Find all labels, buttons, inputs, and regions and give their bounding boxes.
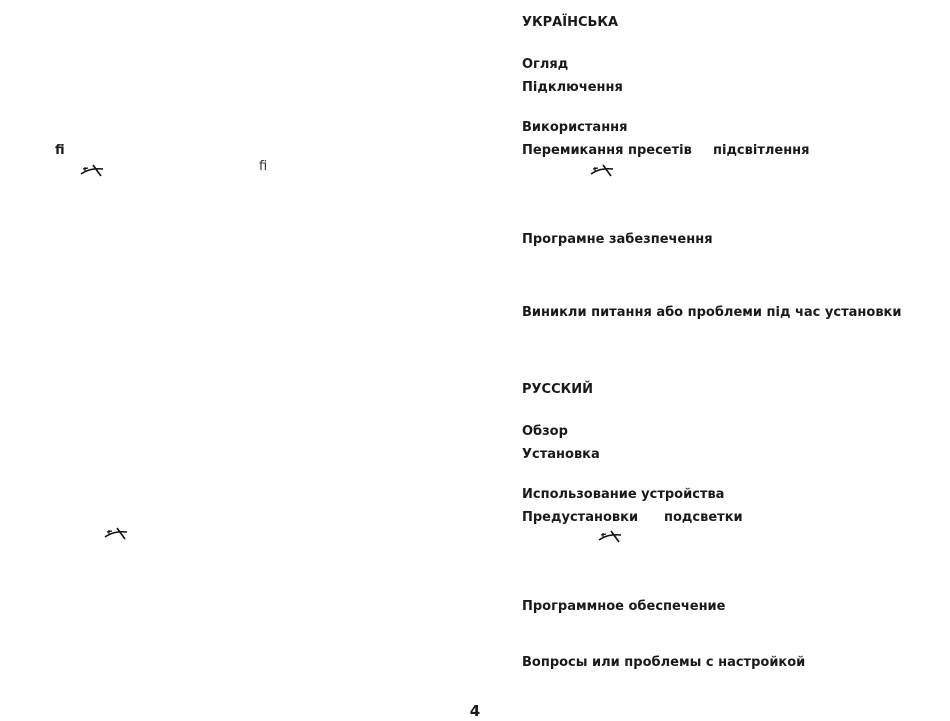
page-number: 4 <box>469 702 481 720</box>
heading-overview: Огляд <box>522 57 569 72</box>
heading-usage: Использование устройства <box>522 487 725 502</box>
heading-support: Вопросы или проблемы с настройкой <box>522 655 806 670</box>
section-heading-ukrainian: УКРАЇНСЬКА <box>522 15 619 30</box>
heading-software: Программное обеспечение <box>522 599 726 614</box>
heading-usage: Використання <box>522 120 628 135</box>
heading-presets-part-a: Перемикання пресетів <box>522 143 692 158</box>
hyperx-logo-icon <box>597 528 623 544</box>
heading-overview: Обзор <box>522 424 568 439</box>
heading-presets-part-b: підсвітлення <box>713 143 810 158</box>
section-heading-russian: РУССКИЙ <box>522 382 594 397</box>
ligature-fi-light: fi <box>259 159 268 174</box>
hyperx-logo-icon <box>103 525 129 541</box>
heading-presets-part-b: подсветки <box>664 510 743 525</box>
heading-software: Програмне забезпечення <box>522 232 713 247</box>
hyperx-logo-icon <box>589 162 615 178</box>
hyperx-logo-icon <box>79 162 105 178</box>
heading-installation: Установка <box>522 447 600 462</box>
heading-connection: Підключення <box>522 80 623 95</box>
heading-presets-part-a: Предустановки <box>522 510 639 525</box>
heading-support: Виникли питання або проблеми під час установки <box>522 305 902 320</box>
ligature-fi-bold: fi <box>55 143 65 158</box>
